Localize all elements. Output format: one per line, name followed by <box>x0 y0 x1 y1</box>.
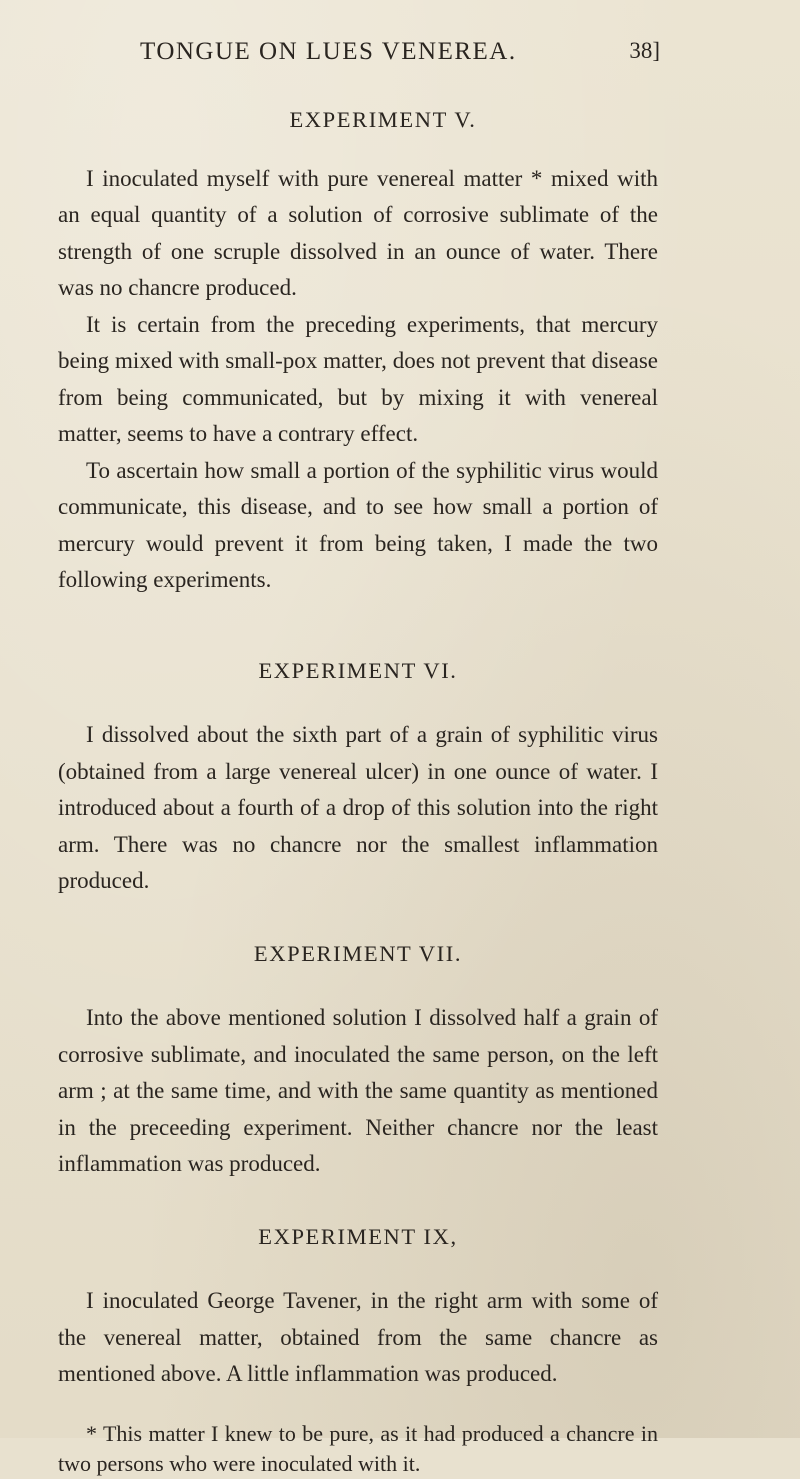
page-body <box>58 102 658 1479</box>
experiment-ix-paragraph: I inoculated George Tavener, in the right arm with some of the venereal matter, obtained from the same chancre as mentioned above. A little inflammation was produced. <box>58 1288 658 1386</box>
footnote: * This matter I knew to be pure, as it had produced a chancre in two persons who were inoculated with it. <box>58 1420 658 1476</box>
experiment-v-paragraph-3: To ascertain how small a portion of the syphilitic virus would communicate, this disease, and to see how small a portion of mercury would prevent it from being taken, I made the two following experiments. <box>58 457 658 592</box>
experiment-vi-section <box>58 653 658 900</box>
experiment-ix-section <box>58 1219 658 1393</box>
experiment-v-section <box>58 102 658 599</box>
running-head <box>140 38 660 66</box>
experiment-v-paragraph-1: I inoculated myself with pure venereal matter * mixed with an equal quantity of a solution of corrosive sublimate of the strength of one scruple dissolved in an ounce of water. There was no chancre produced. <box>58 165 658 300</box>
experiment-ix-heading: EXPERIMENT IX, <box>258 1223 458 1249</box>
page-number: 38] <box>629 38 660 63</box>
experiment-vii-paragraph: Into the above mentioned solution I dissolved half a grain of corrosive sublimate, and inoculated the same person, on the left arm ; at the same time, and with the same quantity as mentioned in the preceeding experiment. Neither chancre nor the least inflammation was produced. <box>58 1005 658 1176</box>
experiment-vii-section <box>58 936 658 1183</box>
running-title: TONGUE ON LUES VENEREA. <box>140 38 517 65</box>
experiment-vi-heading: EXPERIMENT VI. <box>258 657 458 683</box>
experiment-v-heading: EXPERIMENT V. <box>289 107 477 132</box>
experiment-v-paragraph-2: It is certain from the preceding experiments, that mercury being mixed with small-pox matter, does not prevent that disease from being communicated, but by mixing it with venereal matter, seems to have a contrary effect. <box>58 311 658 446</box>
experiment-vii-heading: EXPERIMENT VII. <box>253 940 463 966</box>
experiment-vi-paragraph: I dissolved about the sixth part of a grain of syphilitic virus (obtained from a large venereal ulcer) in one ounce of water. I introduced about a fourth of a drop of this solution into the right arm. There was no chancre nor the smallest inflammation produced. <box>58 722 658 893</box>
